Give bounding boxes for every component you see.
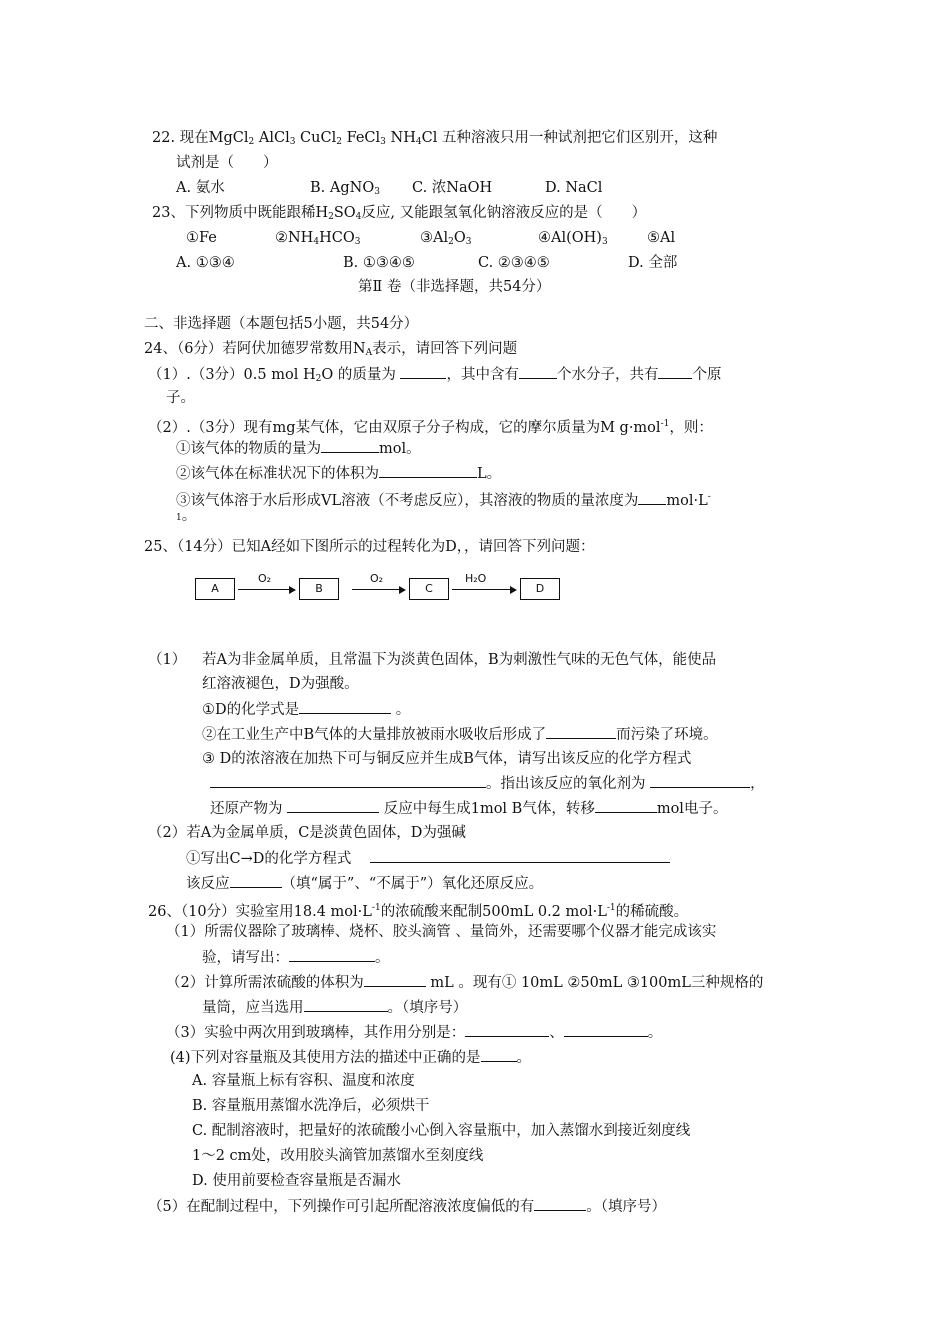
- q26-stem: 26、（10分）实验室用18.4 $mol\cdot L^{-1}$的浓硫酸来配制500mL 0.2 $mol\cdot L^{-1}$的稀硫酸。: [148, 903, 689, 920]
- q23-option-d: D. 全部: [628, 255, 678, 271]
- flow-node-c: C: [409, 578, 449, 600]
- q25-part1-sub2: ②在工业生产中B气体的大量排放被雨水吸收后形成了 而污染了环境。: [202, 724, 718, 745]
- q24-sub3: ③该气体溶于水后形成VL溶液（不考虑反应），其溶液的物质的量浓度为 mol·L-: [176, 492, 711, 509]
- q23-item-1: ①Fe: [186, 230, 217, 246]
- q23-item-5: ⑤Al: [647, 230, 676, 246]
- q22-stem-line2: 试剂是（ ）: [176, 155, 278, 171]
- q26-part4: (4)下列对容量瓶及其使用方法的描述中正确的是 。: [170, 1047, 531, 1068]
- q24-stem: 24、（6分）若阿伏加德罗常数用$N_A$表示，请回答下列问题: [144, 341, 518, 358]
- q26-part3: （3）实验中两次用到玻璃棒，其作用分别是： 、 。: [166, 1022, 662, 1043]
- flow-arrow-2: [352, 589, 404, 590]
- flow-node-a: A: [195, 578, 235, 600]
- flow-label-3: H₂O: [465, 572, 487, 585]
- q26-option-c-line1: C. 配制溶液时，把量好的浓硫酸小心倒入容量瓶中，加入蒸馏水到接近刻度线: [192, 1123, 691, 1139]
- q23-item-3: $③Al_2O_3$: [420, 230, 472, 247]
- flow-node-b: B: [299, 578, 339, 600]
- q24-sub3-cont: 1。: [176, 508, 197, 524]
- q24-part1-cont: 子。: [166, 390, 195, 406]
- q26-part5: （5）在配制过程中，下列操作可引起所配溶液浓度偏低的有 。（填序号）: [148, 1196, 666, 1217]
- q26-option-d: D. 使用前要检查容量瓶是否漏水: [192, 1173, 401, 1189]
- q25-part1-sub3-line3: 还原产物为 反应中每生成1mol B气体，转移 mol电子。: [210, 798, 727, 819]
- q26-part1-line1: （1）所需仪器除了玻璃棒、烧杯、胶头滴管 、量筒外，还需要哪个仪器才能完成该实: [166, 924, 717, 940]
- flow-node-d: D: [520, 578, 560, 600]
- q25-part1-sub3-line2: 。指出该反应的氧化剂为 ，: [210, 773, 765, 794]
- q22-option-d: D. NaCl: [545, 180, 603, 196]
- q25-stem: 25、（14分）已知A经如下图所示的过程转化为D，，请回答下列问题：: [144, 539, 595, 555]
- q23-stem: 23、下列物质中既能跟稀$H_2SO_4$反应, 又能跟氢氧化钠溶液反应的是（ ）: [152, 205, 647, 222]
- q23-option-a: A. ①③④: [176, 255, 235, 271]
- flow-arrow-1: [238, 589, 294, 590]
- q26-option-b: B. 容量瓶用蒸馏水洗净后，必须烘干: [192, 1098, 430, 1114]
- q25-part1-line1: 若A为非金属单质，且常温下为淡黄色固体，B为刺激性气味的无色气体，能使品: [202, 652, 717, 668]
- flow-label-1: O₂: [258, 572, 272, 585]
- part2-title: 第Ⅱ 卷（非选择题，共54分）: [358, 279, 551, 295]
- q25-part1-sub1: ①D的化学式是 。: [202, 699, 410, 720]
- q24-sub2: ②该气体在标准状况下的体积为 L。: [176, 463, 501, 484]
- q24-part2: （2）.（3分）现有mg某气体，它由双原子分子构成，它的摩尔质量为M g·mol$^{-1}$，则：: [148, 419, 713, 436]
- q25-part1-line2: 红溶液褪色，D为强酸。: [202, 676, 359, 692]
- q26-part1-line2: 验，请写出： 。: [202, 947, 390, 968]
- flow-arrow-3: [452, 589, 515, 590]
- q22-stem-line1: 22. 现在MgCl$_2$ AlCl$_3$ CuCl$_2$ FeCl$_3$ $NH_4Cl$ 五种溶液只用一种试剂把它们区别开，这种: [152, 130, 718, 147]
- q25-part2: （2）若A为金属单质，C是淡黄色固体，D为强碱: [148, 825, 466, 841]
- q25-part1-number: （1）: [148, 652, 187, 668]
- q26-option-c-line2: 1～2 cm处，改用胶头滴管加蒸馏水至刻度线: [192, 1148, 484, 1164]
- q22-option-a: A. 氨水: [176, 180, 225, 196]
- q23-option-b: B. ①③④⑤: [343, 255, 415, 271]
- q23-item-2: $②NH_4HCO_3$: [275, 230, 361, 247]
- q24-part1: （1）.（3分）0.5 mol $H_2O$ 的质量为 ，其中含有 个水分子，共有 个原: [148, 364, 721, 389]
- q24-sub1: ①该气体的物质的量为 mol。: [176, 438, 421, 459]
- section-title: 二、非选择题（本题包括5小题，共54分）: [144, 316, 419, 332]
- q22-option-b: B. AgNO$_3$: [310, 180, 380, 197]
- flow-label-2: O₂: [370, 572, 384, 585]
- q22-option-c: C. 浓NaOH: [412, 180, 493, 196]
- q23-item-4: $④Al(OH)_3$: [538, 230, 608, 247]
- q26-option-a: A. 容量瓶上标有容积、温度和浓度: [192, 1073, 415, 1089]
- q25-part2-sub2: 该反应 （填“属于”、“不属于”）氧化还原反应。: [186, 873, 543, 894]
- q25-part1-sub3: ③ D的浓溶液在加热下可与铜反应并生成B气体，请写出该反应的化学方程式: [202, 751, 692, 767]
- q23-option-c: C. ②③④⑤: [478, 255, 550, 271]
- q25-part2-sub1: ①写出C→D的化学方程式: [186, 848, 670, 869]
- q26-part2-line1: （2）计算所需浓硫酸的体积为 mL 。现有① 10mL ②50mL ③100mL三种规格的: [166, 972, 763, 993]
- q26-part2-line2: 量筒，应当选用 。（填序号）: [202, 997, 467, 1018]
